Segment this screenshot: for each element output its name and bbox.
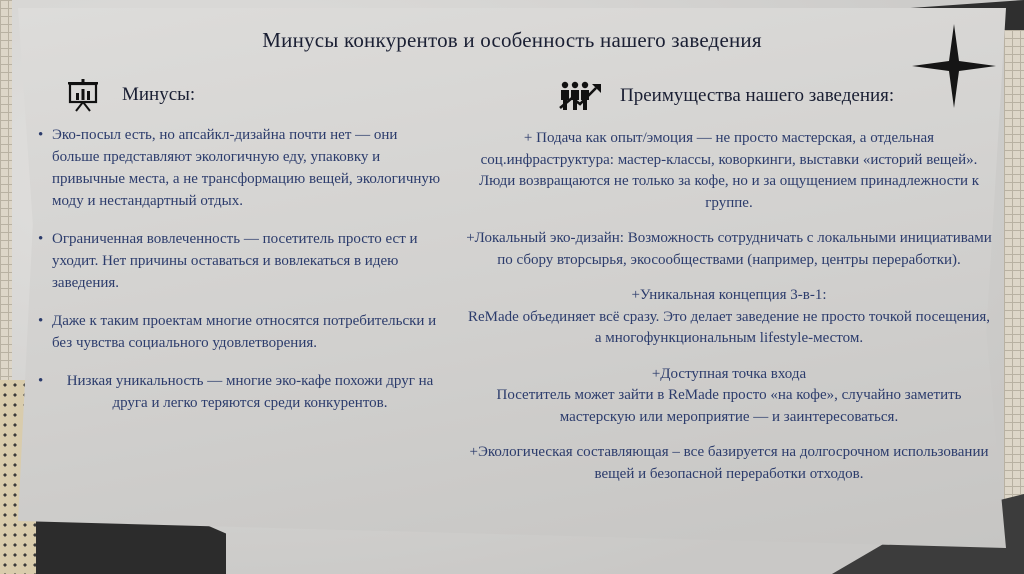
list-item-text: Даже к таким проектам многие относятся потребительски и без чувства социального удовлетворения.: [52, 313, 437, 351]
grid-paper-strip-right: [1004, 30, 1024, 574]
team-growth-icon: [558, 78, 602, 114]
minuses-list: [38, 124, 448, 430]
bullet-marker: •: [38, 127, 44, 143]
advantage-item: [466, 228, 992, 271]
advantage-item: [466, 364, 992, 429]
advantage-item: [466, 285, 992, 350]
minuses-heading: [66, 78, 195, 112]
bullet-marker: •: [38, 231, 44, 247]
bullet-marker: •: [38, 313, 44, 329]
advantage-text: ReMade объединяет всё сразу. Это делает заведение не просто точкой посещения, а многофункциональным lifestyle-местом.: [468, 308, 990, 346]
list-item: [38, 124, 448, 212]
advantage-title: +Доступная точка входа: [651, 365, 807, 382]
advantage-text: Посетитель может зайти в ReMade просто «на кофе», случайно заметить мастерскую или мероприятие — и заинтересоваться.: [496, 387, 962, 425]
minuses-heading-text: Минусы:: [122, 84, 196, 105]
advantage-text: +Локальный эко-дизайн: Возможность сотрудничать с локальными инициативами по сбору вторсырья, экосообществами (например, центры переработки).: [466, 230, 992, 268]
advantages-heading-text: Преимущества нашего заведения:: [620, 85, 895, 106]
advantage-text: + Подача как опыт/эмоция — не просто мастерская, а отдельная соц.инфраструктура: мастер-классы, коворкинги, выставки «историй вещей». Люди возвращаются не только за кофе, но и за ощущением принадлежности к группе.: [478, 130, 980, 211]
bullet-marker: •: [38, 373, 44, 389]
list-item: [38, 370, 448, 414]
list-item-text: Ограниченная вовлеченность — посетитель просто ест и уходит. Нет причины оставаться и вовлекаться в идею заведения.: [52, 231, 418, 291]
presentation-chart-icon: [66, 78, 100, 112]
list-item-text: Эко-посыл есть, но апсайкл-дизайна почти нет — они больше представляют экологичную еду, упаковку и привычные места, а не трансформацию вещей, экологичную моду и нестандартный отдых.: [52, 127, 441, 209]
advantage-item: [466, 128, 992, 214]
advantages-heading: [558, 78, 894, 114]
list-item: [38, 310, 448, 354]
advantage-text: +Экологическая составляющая – все базируется на долгосрочном использовании вещей и безопасной переработки отходов.: [469, 444, 989, 482]
list-item: [38, 228, 448, 294]
advantage-item: [466, 442, 992, 485]
advantage-title: +Уникальная концепция 3-в-1:: [631, 287, 827, 303]
advantages-list: [466, 128, 992, 499]
list-item-text: Низкая уникальность — многие эко-кафе похожи друг на друга и легко теряются среди конкурентов.: [66, 373, 434, 411]
page-title: Минусы конкурентов и особенность нашего заведения: [262, 28, 762, 52]
